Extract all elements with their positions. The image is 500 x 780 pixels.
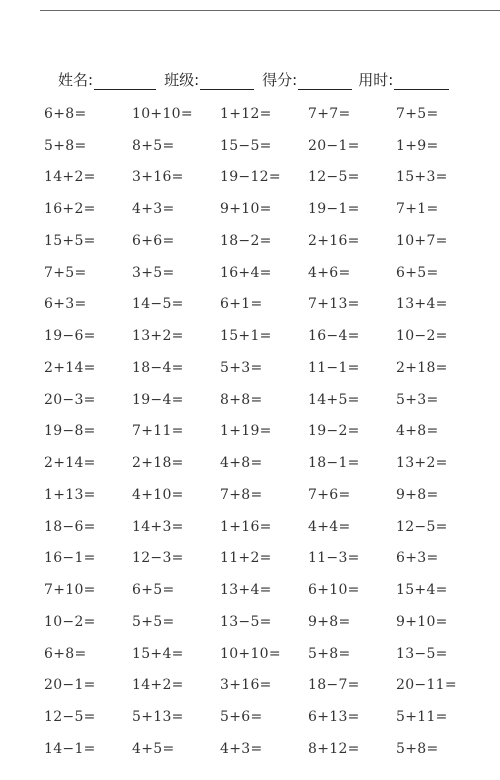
problem-cell: 6+3= [396, 550, 439, 567]
problem-cell: 10−2= [44, 613, 96, 630]
top-divider [40, 10, 500, 11]
problem-cell: 1+19= [220, 423, 272, 440]
problem-cell: 16+4= [220, 264, 272, 281]
problem-cell: 20−11= [396, 677, 457, 694]
problem-cell: 15+1= [220, 328, 272, 345]
problem-row [44, 416, 484, 448]
time-field [358, 69, 449, 90]
problem-cell: 7+10= [44, 582, 96, 599]
problem-cell: 5+8= [308, 645, 351, 662]
class-field [164, 69, 262, 90]
problem-cell: 5+6= [220, 709, 263, 726]
problem-cell: 5+11= [396, 709, 448, 726]
problem-row [44, 225, 484, 257]
problem-cell: 20−3= [44, 391, 96, 408]
problem-cell: 6+3= [44, 296, 87, 313]
problem-cell: 4+8= [396, 423, 439, 440]
problem-cell: 11−1= [308, 359, 360, 376]
problem-cell: 19−4= [132, 391, 184, 408]
problem-cell: 8+12= [308, 740, 360, 757]
problem-cell: 13+2= [132, 328, 184, 345]
problem-cell: 14+2= [132, 677, 184, 694]
problem-cell: 16−4= [308, 328, 360, 345]
problem-row [44, 193, 484, 225]
problem-cell: 6+10= [308, 582, 360, 599]
problem-cell: 2+14= [44, 359, 96, 376]
problem-cell: 4+5= [132, 740, 175, 757]
problem-cell: 2+16= [308, 232, 360, 249]
problem-row [44, 447, 484, 479]
problem-row [44, 670, 484, 702]
problem-row [44, 511, 484, 543]
problem-cell: 15+4= [396, 582, 448, 599]
problem-cell: 20−1= [308, 137, 360, 154]
problem-cell: 6+5= [132, 582, 175, 599]
score-blank[interactable] [298, 71, 352, 90]
problem-cell: 7+8= [220, 486, 263, 503]
problem-cell: 13−5= [396, 645, 448, 662]
time-label: 用时: [358, 71, 394, 89]
problem-row [44, 320, 484, 352]
problem-cell: 14−1= [44, 740, 96, 757]
problem-cell: 3+5= [132, 264, 175, 281]
problem-cell: 4+3= [220, 740, 263, 757]
problem-cell: 7+11= [132, 423, 184, 440]
problem-row [44, 257, 484, 289]
problem-cell: 12−5= [308, 169, 360, 186]
problem-cell: 8+8= [220, 391, 263, 408]
problem-row [44, 98, 484, 130]
problem-cell: 2+18= [396, 359, 448, 376]
problem-cell: 18−1= [308, 455, 360, 472]
problem-cell: 13−5= [220, 613, 272, 630]
problem-cell: 13+4= [220, 582, 272, 599]
problem-cell: 14+3= [132, 518, 184, 535]
problem-cell: 4+6= [308, 264, 351, 281]
problem-cell: 18−7= [308, 677, 360, 694]
problem-grid [44, 98, 484, 765]
problem-cell: 15+4= [132, 645, 184, 662]
problem-cell: 3+16= [132, 169, 184, 186]
problem-cell: 14+2= [44, 169, 96, 186]
problem-cell: 19−8= [44, 423, 96, 440]
problem-cell: 8+5= [132, 137, 175, 154]
problem-cell: 1+16= [220, 518, 272, 535]
worksheet-header [58, 66, 478, 90]
problem-cell: 4+8= [220, 455, 263, 472]
name-blank[interactable] [94, 71, 156, 90]
problem-row [44, 130, 484, 162]
name-field [58, 69, 164, 90]
problem-cell: 18−6= [44, 518, 96, 535]
class-label: 班级: [164, 71, 200, 89]
problem-cell: 13+2= [396, 455, 448, 472]
problem-cell: 5+5= [132, 613, 175, 630]
problem-row [44, 289, 484, 321]
problem-row [44, 606, 484, 638]
problem-cell: 19−6= [44, 328, 96, 345]
problem-cell: 16+2= [44, 201, 96, 218]
problem-cell: 6+8= [44, 645, 87, 662]
problem-cell: 3+16= [220, 677, 272, 694]
problem-row [44, 162, 484, 194]
problem-cell: 5+8= [44, 137, 87, 154]
problem-cell: 19−2= [308, 423, 360, 440]
problem-cell: 7+1= [396, 201, 439, 218]
problem-cell: 9+8= [396, 486, 439, 503]
problem-cell: 12−5= [44, 709, 96, 726]
problem-cell: 9+8= [308, 613, 351, 630]
problem-cell: 2+14= [44, 455, 96, 472]
problem-cell: 10+10= [132, 105, 193, 122]
problem-row [44, 638, 484, 670]
problem-cell: 14−5= [132, 296, 184, 313]
problem-cell: 11−3= [308, 550, 360, 567]
problem-row [44, 479, 484, 511]
problem-cell: 9+10= [220, 201, 272, 218]
problem-cell: 20−1= [44, 677, 96, 694]
problem-cell: 7+7= [308, 105, 351, 122]
problem-row [44, 701, 484, 733]
problem-cell: 11+2= [220, 550, 272, 567]
problem-cell: 6+13= [308, 709, 360, 726]
problem-cell: 7+13= [308, 296, 360, 313]
problem-cell: 5+3= [396, 391, 439, 408]
problem-cell: 7+5= [44, 264, 87, 281]
problem-cell: 18−2= [220, 232, 272, 249]
problem-cell: 15+3= [396, 169, 448, 186]
problem-cell: 10+7= [396, 232, 448, 249]
problem-cell: 2+18= [132, 455, 184, 472]
problem-cell: 10+10= [220, 645, 281, 662]
problem-cell: 6+6= [132, 232, 175, 249]
problem-row [44, 543, 484, 575]
problem-cell: 6+8= [44, 105, 87, 122]
problem-cell: 7+6= [308, 486, 351, 503]
score-field [262, 69, 358, 90]
problem-cell: 6+1= [220, 296, 263, 313]
problem-cell: 4+10= [132, 486, 184, 503]
problem-cell: 12−5= [396, 518, 448, 535]
problem-cell: 9+10= [396, 613, 448, 630]
problem-cell: 5+8= [396, 740, 439, 757]
score-label: 得分: [262, 71, 298, 89]
problem-cell: 12−3= [132, 550, 184, 567]
problem-cell: 5+3= [220, 359, 263, 376]
problem-cell: 16−1= [44, 550, 96, 567]
problem-cell: 15−5= [220, 137, 272, 154]
class-blank[interactable] [200, 71, 254, 90]
problem-cell: 4+4= [308, 518, 351, 535]
problem-cell: 5+13= [132, 709, 184, 726]
problem-cell: 10−2= [396, 328, 448, 345]
problem-cell: 1+12= [220, 105, 272, 122]
problem-cell: 4+3= [132, 201, 175, 218]
problem-row [44, 352, 484, 384]
problem-cell: 14+5= [308, 391, 360, 408]
problem-row [44, 384, 484, 416]
problem-cell: 1+13= [44, 486, 96, 503]
problem-cell: 19−1= [308, 201, 360, 218]
time-blank[interactable] [394, 71, 449, 90]
problem-cell: 15+5= [44, 232, 96, 249]
problem-cell: 13+4= [396, 296, 448, 313]
problem-row [44, 574, 484, 606]
problem-cell: 1+9= [396, 137, 439, 154]
problem-row [44, 733, 484, 765]
problem-cell: 18−4= [132, 359, 184, 376]
problem-cell: 7+5= [396, 105, 439, 122]
name-label: 姓名: [58, 71, 94, 89]
problem-cell: 19−12= [220, 169, 281, 186]
problem-cell: 6+5= [396, 264, 439, 281]
